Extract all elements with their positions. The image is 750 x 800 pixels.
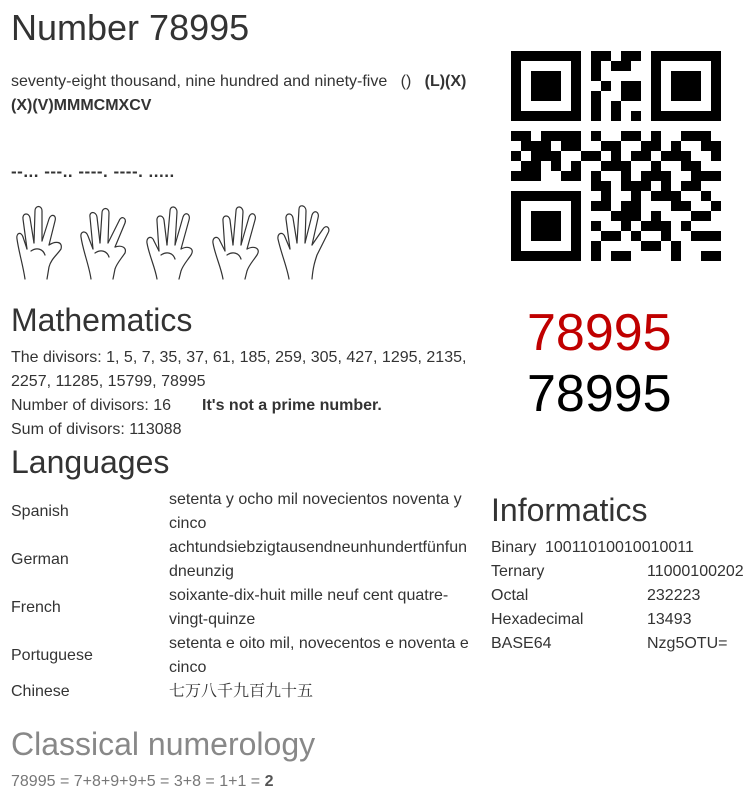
info-label-ternary: Ternary: [491, 563, 545, 580]
language-text-german: achtundsiebzigtausendneunhundertfünfundneunzig: [169, 539, 468, 580]
info-value-base64: Nzg5OTU=: [647, 635, 728, 652]
info-value-hexadecimal: 13493: [647, 611, 692, 628]
hand-sign-5-icon: [275, 205, 331, 281]
info-label-base64: BASE64: [491, 635, 552, 652]
info-label-hexadecimal: Hexadecimal: [491, 611, 584, 628]
page-title: Number 78995: [11, 7, 250, 48]
numerology-expression: 78995 = 7+8+9+9+5 = 3+8 = 1+1 =: [11, 773, 261, 790]
sum-of-divisors: Sum of divisors: 113088: [11, 421, 182, 438]
words-parentheses: (): [400, 73, 412, 90]
number-in-words: [11, 70, 481, 118]
numerology-result: 2: [264, 773, 274, 790]
language-text-portuguese: setenta e oito mil, novecentos e noventa e cinco: [169, 635, 469, 676]
language-text-french: soixante-dix-huit mille neuf cent quatre-vingt-quinze: [169, 587, 449, 628]
info-label-octal: Octal: [491, 587, 529, 604]
info-value-ternary: 11000100202: [647, 563, 744, 580]
roman-numeral: (L)(X)(X)(V)MMMCMXCV: [11, 73, 467, 114]
language-text-spanish: setenta y ocho mil novecientos noventa y cinco: [169, 491, 462, 532]
words-text: seventy-eight thousand, nine hundred and ninety-five: [11, 73, 388, 90]
info-value-octal: 232223: [647, 587, 701, 604]
hand-sign-7-icon: [11, 205, 67, 281]
big-number-black: 78995: [527, 365, 672, 423]
hand-sign-9-icon: [143, 205, 199, 281]
languages-heading: Languages: [11, 444, 170, 480]
number-of-divisors: Number of divisors: 16: [11, 397, 172, 414]
mathematics-heading: Mathematics: [11, 302, 193, 338]
info-value-binary: 10011010010010011: [545, 539, 694, 556]
language-label-portuguese: Portuguese: [11, 647, 93, 664]
morse-code: --... ---.. ----. ----. .....: [11, 162, 175, 181]
hand-sign-8-icon: [77, 205, 133, 281]
prime-status: It's not a prime number.: [202, 397, 382, 414]
language-label-french: French: [11, 599, 61, 616]
informatics-heading: Informatics: [491, 492, 648, 528]
info-label-binary: Binary: [491, 539, 537, 556]
language-label-spanish: Spanish: [11, 503, 69, 520]
divisors-list: The divisors: 1, 5, 7, 35, 37, 61, 185, 259, 305, 427, 1295, 2135, 2257, 11285, 15799, 78995: [11, 349, 467, 390]
numerology-formula: [11, 770, 274, 794]
big-number-red: 78995: [527, 304, 672, 362]
numerology-heading: Classical numerology: [11, 726, 316, 762]
hand-sign-9b-icon: [209, 205, 265, 281]
qr-code: [511, 51, 721, 261]
language-label-chinese: Chinese: [11, 683, 70, 700]
language-text-chinese: 七万八千九百九十五: [169, 683, 314, 700]
language-label-german: German: [11, 551, 69, 568]
